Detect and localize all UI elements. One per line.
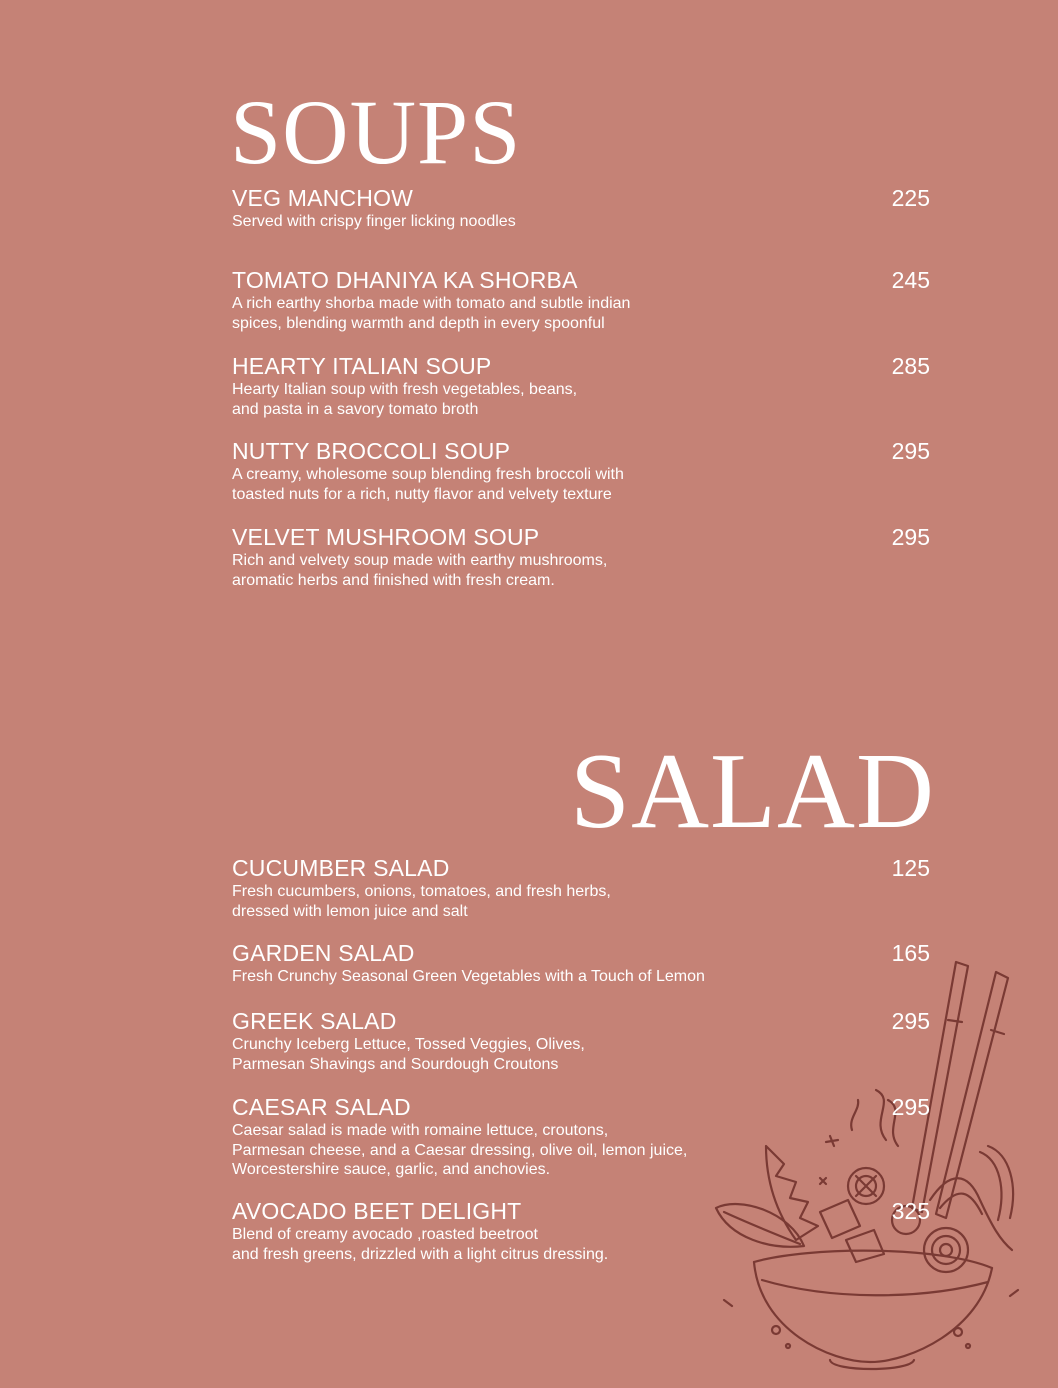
item-name: CUCUMBER SALAD xyxy=(232,855,450,881)
item-name: TOMATO DHANIYA KA SHORBA xyxy=(232,267,578,293)
item-description: Blend of creamy avocado ,roasted beetroot and fresh greens, drizzled with a light citrus dressing. xyxy=(232,1226,609,1263)
item-name: AVOCADO BEET DELIGHT xyxy=(232,1198,522,1224)
salad-item-caesar-salad xyxy=(232,1094,932,1180)
item-name: VELVET MUSHROOM SOUP xyxy=(232,524,540,550)
item-description: Fresh cucumbers, onions, tomatoes, and fresh herbs, dressed with lemon juice and salt xyxy=(232,883,611,920)
item-name: GREEK SALAD xyxy=(232,1008,397,1034)
soup-item-veg-manchow xyxy=(232,185,932,232)
item-description: Served with crispy finger licking noodles xyxy=(232,213,516,230)
item-name: GARDEN SALAD xyxy=(232,940,415,966)
item-description: Caesar salad is made with romaine lettuce, croutons, Parmesan cheese, and a Caesar dressing, olive oil, lemon juice, Worcestershire sauce, garlic, and anchovies. xyxy=(232,1122,688,1178)
soup-item-nutty-broccoli-soup xyxy=(232,438,932,504)
item-description: A creamy, wholesome soup blending fresh broccoli with toasted nuts for a rich, nutty flavor and velvety texture xyxy=(232,466,624,503)
item-name: HEARTY ITALIAN SOUP xyxy=(232,353,492,379)
salad-item-garden-salad xyxy=(232,940,932,987)
item-name: NUTTY BROCCOLI SOUP xyxy=(232,438,511,464)
item-name: CAESAR SALAD xyxy=(232,1094,411,1120)
item-price: 225 xyxy=(891,185,930,211)
salad-item-cucumber-salad xyxy=(232,855,932,921)
salad-item-greek-salad xyxy=(232,1008,932,1074)
salad-heading: SALAD xyxy=(570,732,936,851)
soups-heading: SOUPS xyxy=(230,81,522,183)
soup-item-tomato-dhaniya-ka-shorba xyxy=(232,267,932,333)
item-price: 295 xyxy=(891,1094,930,1120)
item-price: 285 xyxy=(891,353,930,379)
item-description: Crunchy Iceberg Lettuce, Tossed Veggies, Olives, Parmesan Shavings and Sourdough Croutons xyxy=(232,1036,585,1073)
item-price: 295 xyxy=(891,524,930,550)
item-description: Rich and velvety soup made with earthy mushrooms, aromatic herbs and finished with fresh cream. xyxy=(232,552,608,589)
item-price: 325 xyxy=(891,1198,930,1224)
item-price: 295 xyxy=(891,438,930,464)
item-price: 295 xyxy=(891,1008,930,1034)
soup-item-velvet-mushroom-soup xyxy=(232,524,932,590)
item-description: Hearty Italian soup with fresh vegetables, beans, and pasta in a savory tomato broth xyxy=(232,381,578,418)
item-price: 165 xyxy=(891,940,930,966)
item-price: 125 xyxy=(891,855,930,881)
salad-item-avocado-beet-delight xyxy=(232,1198,932,1264)
item-description: Fresh Crunchy Seasonal Green Vegetables with a Touch of Lemon xyxy=(232,968,705,985)
item-description: A rich earthy shorba made with tomato and subtle indian spices, blending warmth and depth in every spoonful xyxy=(232,295,631,332)
item-price: 245 xyxy=(891,267,930,293)
item-name: VEG MANCHOW xyxy=(232,185,414,211)
soup-item-hearty-italian-soup xyxy=(232,353,932,419)
